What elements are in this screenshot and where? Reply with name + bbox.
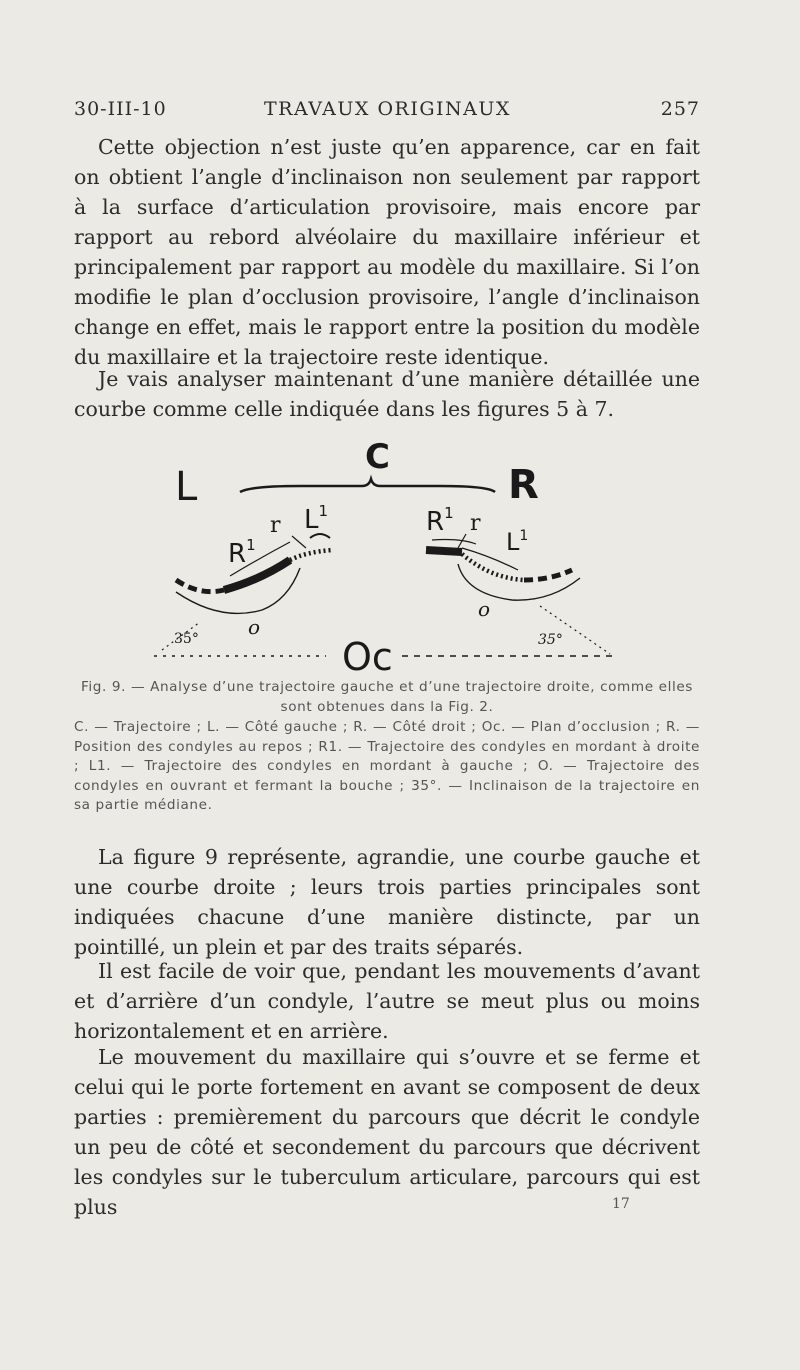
paragraph-objection: Cette objection n’est juste qu’en apparence, car en fait on obtient l’angle d’inclinaison non seulement par rapport à la surface d’articulation provisoire, mais encore par rapport au rebord alvéolaire du maxillaire inférieur et principalement par rapport au modèle du maxillaire. Si l’on modifie le plan d’occlusion provisoire, l’angle d’inclinaison change en effet, mais le rapport entre la position du modèle du maxillaire et la trajectoire reste identique.	[74, 135, 700, 369]
running-head-title: TRAVAUX ORIGINAUX	[264, 98, 511, 120]
right-o-label: o	[478, 597, 491, 621]
left-angle-label: 35°	[174, 631, 199, 647]
left-curve-group	[162, 502, 332, 650]
right-solid-stroke	[426, 550, 462, 552]
running-head	[74, 98, 700, 124]
left-r-label: r	[270, 513, 281, 538]
label-r: R	[508, 462, 539, 508]
figure-caption: Fig. 9. — Analyse d’une trajectoire gauche et d’une trajectoire droite, comme elles sont obtenues dans la Fig. 2.	[80, 679, 693, 715]
right-dotted-stroke	[462, 554, 524, 580]
figure-legend: C. — Trajectoire ; L. — Côté gauche ; R. — Côté droit ; Oc. — Plan d’occlusion ; R. — Position des condyles au repos ; R1. — Trajectoire des condyles en mordant à droite ; L1. — Trajectoire des condyles en mordant à gauche ; O. — Trajectoire des condyles en ouvrant et fermant la bouche ; 35°. — Inclinaison de la trajectoire en sa partie médiane.	[74, 719, 700, 813]
label-c: C	[365, 437, 390, 477]
page-number: 257	[660, 98, 700, 120]
paragraph-jaw-movement: Le mouvement du maxillaire qui s’ouvre et se ferme et celui qui le porte fortement en avant se composent de deux parties : premièrement du parcours que décrit le condyle un peu de côté et secondement du parcours que décrivent les condyles sur le tuberculum articulare, parcours qui est plus	[74, 1045, 700, 1219]
left-dotted-stroke	[290, 550, 332, 560]
left-o-label: o	[248, 615, 261, 639]
right-r-label: r	[470, 511, 481, 536]
paragraph-analysis-intro: Je vais analyser maintenant d’une manière détaillée une courbe comme celle indiquée dans les figures 5 à 7.	[74, 367, 700, 421]
label-l: L	[175, 464, 198, 510]
signature-mark: 17	[612, 1196, 630, 1212]
right-curve-group	[426, 504, 610, 654]
right-opening-curve	[458, 564, 580, 600]
right-angle-label: 35°	[538, 632, 563, 648]
right-rest-line	[432, 540, 476, 545]
right-r1-label: $R^1$	[426, 504, 454, 537]
paragraph-figure-description: La figure 9 représente, agrandie, une courbe gauche et une courbe droite ; leurs trois parties principales sont indiquées chacune d’une manière distincte, par un pointillé, un plein et par des traits séparés.	[74, 845, 700, 959]
left-l1-label: $L^1$	[304, 502, 329, 535]
figure-9-diagram	[140, 430, 640, 680]
left-r1-label: $R^1$	[228, 536, 256, 569]
label-oc: Oc	[342, 635, 393, 679]
left-r-pointer	[292, 536, 306, 548]
right-l1-label: $L^1$	[506, 528, 529, 556]
running-head-date: 30-III-10	[74, 98, 167, 120]
paragraph-condyle-movement: Il est facile de voir que, pendant les mouvements d’avant et d’arrière d’un condyle, l’autre se meut plus ou moins horizontalement et en arrière.	[74, 959, 700, 1043]
right-separated-stroke	[524, 570, 572, 580]
trajectory-brace	[240, 479, 495, 492]
left-separated-stroke	[176, 580, 224, 592]
